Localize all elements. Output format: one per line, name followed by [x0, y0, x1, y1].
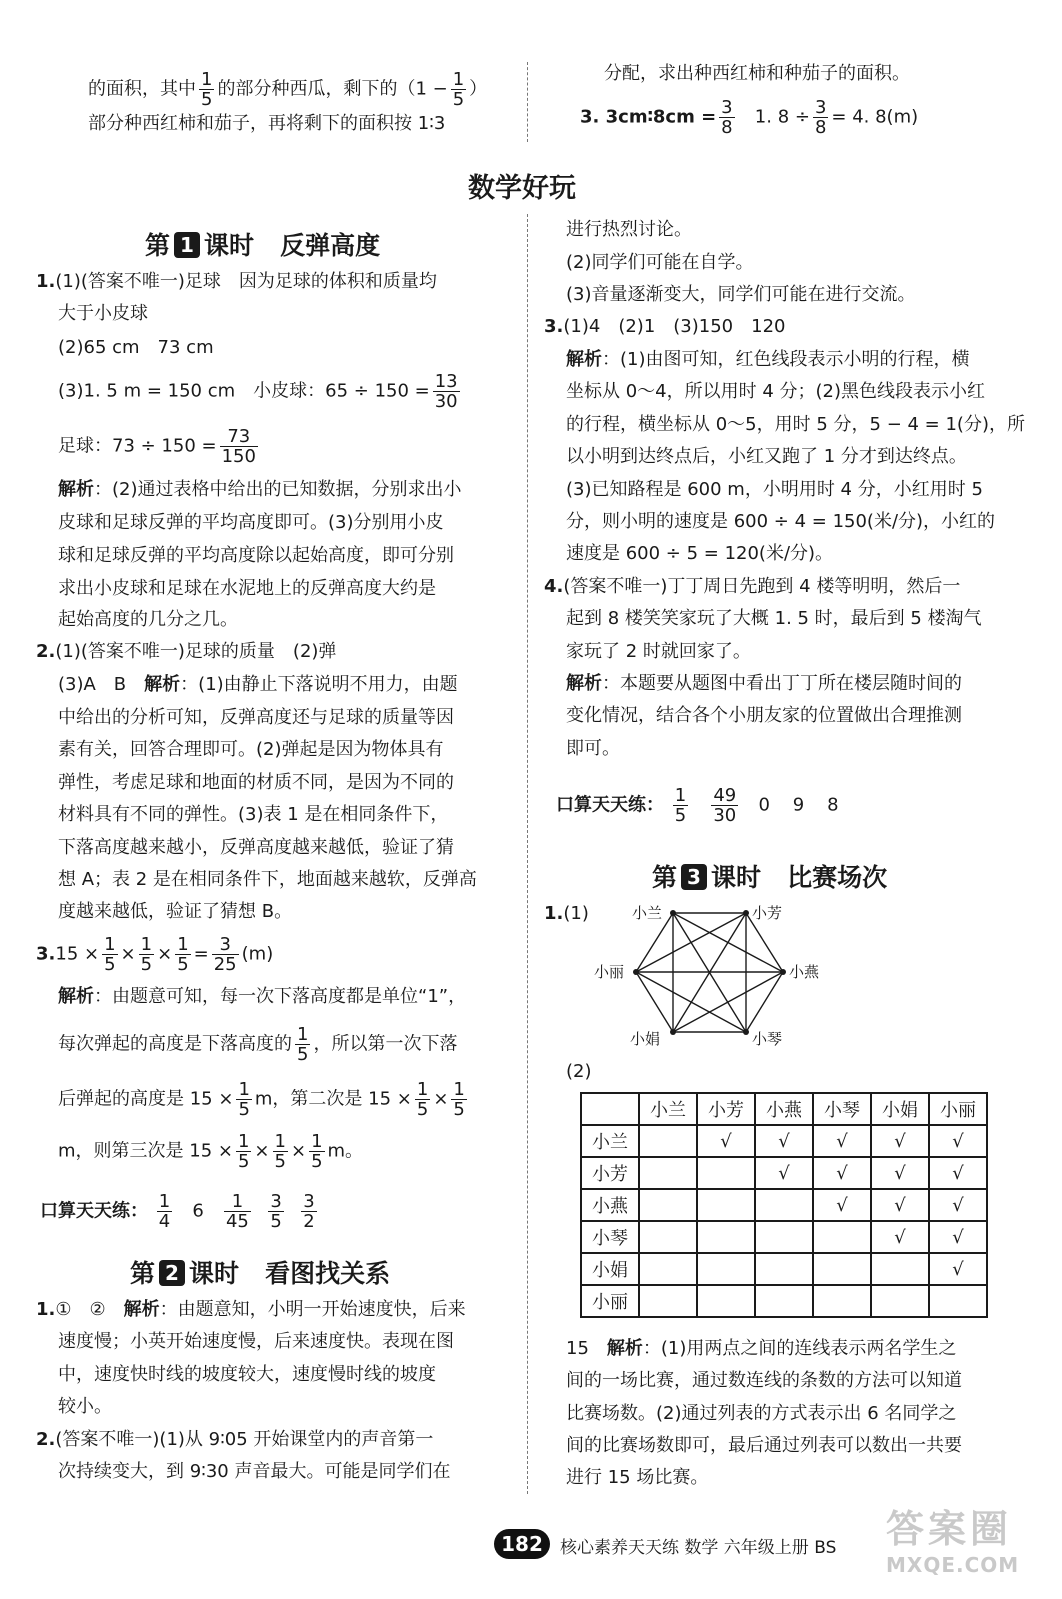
- l1-q2-f: 材料具有不同的弹性。(3)表 1 是在相同条件下，: [58, 804, 449, 825]
- table-corner: [581, 1093, 639, 1125]
- ks-item: $\frac{49}{30}$: [713, 785, 737, 826]
- table-cell: √: [871, 1125, 929, 1157]
- l3-jx-d: 间的比赛场数即可，最后通过列表可以数出一共要: [566, 1435, 962, 1456]
- table-cell: √: [813, 1125, 871, 1157]
- l1-q1-line3: (2)65 cm 73 cm: [58, 337, 214, 358]
- lesson-number-badge: 3: [681, 864, 707, 890]
- l2-q3-b: 解析：(1)由图可知，红色线段表示小明的行程，横: [566, 349, 970, 370]
- table-cell: [755, 1285, 813, 1317]
- l1-jx3-b: 每次弹起的高度是下落高度的 $\frac{1}{5}$ ，所以第一次下落: [58, 1024, 458, 1065]
- l2-q3-a: 3.(1)4 (2)1 (3)150 120: [544, 316, 786, 337]
- table-row: [581, 1253, 987, 1285]
- table-cell: [871, 1285, 929, 1317]
- table-row: [581, 1221, 987, 1253]
- fraction: $\frac{1}{5}$: [104, 934, 116, 975]
- node-label: 小芳: [752, 904, 783, 922]
- node-dot: [670, 1029, 676, 1035]
- l3-q2-label: (2): [566, 1061, 592, 1082]
- l3-jx-a: 15 解析：(1)用两点之间的连线表示两名学生之: [566, 1338, 957, 1359]
- watermark-url: MXQE.COM: [886, 1553, 1020, 1577]
- ks-item: $\frac{3}{5}$: [270, 1191, 282, 1232]
- table-cell: [871, 1253, 929, 1285]
- table-cell: √: [929, 1221, 987, 1253]
- ks-item: 8: [827, 794, 839, 816]
- l1-jx1-b: 皮球和足球反弹的平均高度即可。(3)分别用小皮: [58, 512, 444, 533]
- l2-q1-d: 较小。: [58, 1396, 112, 1417]
- l2-q4-c: 家玩了 2 时就回家了。: [566, 641, 751, 662]
- l1-jx1-d: 求出小皮球和足球在水泥地上的反弹高度大约是: [58, 578, 436, 599]
- edge: [746, 972, 783, 1032]
- table-row: [581, 1157, 987, 1189]
- table-cell: [639, 1253, 697, 1285]
- page-number: 182: [494, 1529, 550, 1559]
- section-title: 数学好玩: [468, 173, 576, 204]
- table-header: 小燕: [755, 1093, 813, 1125]
- table-cell: [697, 1221, 755, 1253]
- edge: [673, 972, 783, 1032]
- table-cell: [697, 1157, 755, 1189]
- node-dot: [633, 969, 639, 975]
- table-cell: √: [929, 1253, 987, 1285]
- l2-q1-b: 速度慢；小英开始速度慢，后来速度快。表现在图: [58, 1331, 454, 1352]
- table-cell: [697, 1189, 755, 1221]
- table-cell: √: [871, 1157, 929, 1189]
- l1-jx3-a: 解析：由题意可知，每一次下落高度都是单位“1”，: [58, 986, 467, 1007]
- watermark-text: 答案圈: [886, 1507, 1013, 1551]
- l1-q2-c: 中给出的分析可知，反弹高度还与足球的质量等因: [58, 707, 454, 728]
- table-cell: √: [755, 1125, 813, 1157]
- top-right-line-2: 3. 3cm∶8cm = $\frac{3}{8}$ 1. 8 ÷ $\frac{3}{8}$ = 4. 8(m): [580, 97, 919, 138]
- fraction: $\frac{1}{5}$: [201, 69, 213, 110]
- l1-q1-line1: 1.(1)(答案不唯一)足球 因为足球的体积和质量均: [36, 271, 437, 292]
- top-line-1: 的面积，其中 $\frac{1}{5}$ 的部分种西瓜，剩下的（1 − $\frac{1}{5}$ ）: [88, 69, 488, 110]
- row-header: 小丽: [581, 1285, 639, 1317]
- ks-item: 6: [192, 1200, 204, 1222]
- fraction: $\frac{1}{5}$: [453, 1079, 465, 1120]
- l1-q1-line5: 足球：73 ÷ 150 = $\frac{73}{150}$: [58, 426, 256, 467]
- l2-q2-e: (3)音量逐渐变大，同学们可能在进行交流。: [566, 284, 916, 305]
- l2-q3-f: (3)已知路程是 600 m，小明用时 4 分，小红用时 5: [566, 479, 983, 500]
- table-cell: [929, 1285, 987, 1317]
- l1-q2-d: 素有关，回答合理即可。(2)弹起是因为物体具有: [58, 739, 444, 760]
- ks-item: 0: [758, 794, 770, 816]
- l1-jx1-c: 球和足球反弹的平均高度除以起始高度，即可分别: [58, 545, 454, 566]
- table-header: 小娟: [871, 1093, 929, 1125]
- table-header: 小芳: [697, 1093, 755, 1125]
- fraction: $\frac{1}{5}$: [237, 1131, 250, 1172]
- l1-q2-a: 2.(1)(答案不唯一)足球的质量 (2)弹: [36, 641, 337, 662]
- table-cell: √: [697, 1125, 755, 1157]
- l2-q3-e: 以小明到达终点后，小红又跑了 1 分才到达终点。: [566, 446, 967, 467]
- table-cell: √: [929, 1125, 987, 1157]
- ks-item: $\frac{3}{2}$: [303, 1191, 315, 1232]
- table-header: 小兰: [639, 1093, 697, 1125]
- watermark-logo: [886, 1498, 1036, 1577]
- node-dot: [743, 1029, 749, 1035]
- table-cell: [755, 1221, 813, 1253]
- l1-q2-b: (3)A B 解析：(1)由静止下落说明不用力，由题: [58, 674, 458, 695]
- l2-q1-a: 1.① ② 解析：由题意知，小明一开始速度快，后来: [36, 1299, 466, 1320]
- l1-jx1-e: 起始高度的几分之几。: [58, 609, 238, 630]
- l3-jx-c: 比赛场数。(2)通过列表的方式表示出 6 名同学之: [566, 1403, 957, 1424]
- fraction: $\frac{3}{8}$: [814, 97, 827, 138]
- table-row: [581, 1285, 987, 1317]
- fraction: $\frac{1}{5}$: [274, 1131, 286, 1172]
- l1-q2-e: 弹性，考虑足球和地面的材质不同，是因为不同的: [58, 772, 454, 793]
- table-cell: [813, 1253, 871, 1285]
- table-row: [581, 1125, 987, 1157]
- top-right-line-1: 分配，求出种西红柿和种茄子的面积。: [604, 63, 910, 84]
- lesson-number-badge: 2: [159, 1260, 185, 1286]
- table-cell: [639, 1125, 697, 1157]
- l1-q3: 3.15 × $\frac{1}{5}$ × $\frac{1}{5}$ × $\frac{1}{5}$ = $\frac{3}{25}$ (m): [36, 934, 274, 975]
- row-header: 小娟: [581, 1253, 639, 1285]
- table-header: 小琴: [813, 1093, 871, 1125]
- fraction: $\frac{1}{5}$: [238, 1079, 250, 1120]
- column-divider-top: [527, 62, 528, 142]
- node-label: 小琴: [752, 1030, 783, 1048]
- fraction: $\frac{1}{5}$: [311, 1131, 323, 1172]
- node-dot: [743, 910, 749, 916]
- top-line-2: 部分种西红柿和茄子，再将剩下的面积按 1∶3: [88, 113, 446, 134]
- ks-item: 9: [792, 794, 805, 816]
- fraction: $\frac{1}{5}$: [177, 934, 189, 975]
- table-cell: [639, 1157, 697, 1189]
- fraction: $\frac{13}{30}$: [434, 371, 458, 412]
- table-header-row: [581, 1093, 987, 1125]
- table-row: [581, 1189, 987, 1221]
- fraction: $\frac{3}{25}$: [213, 934, 237, 975]
- table-cell: √: [755, 1157, 813, 1189]
- node-label: 小燕: [789, 963, 820, 981]
- table-cell: [639, 1221, 697, 1253]
- table-cell: [813, 1221, 871, 1253]
- edge: [636, 972, 746, 1032]
- node-dot: [780, 969, 786, 975]
- l3-jx-b: 间的一场比赛，通过数连线的条数的方法可以知道: [566, 1370, 962, 1391]
- table-cell: [755, 1189, 813, 1221]
- l2-q3-g: 分，则小明的速度是 600 ÷ 4 = 150(米/分)，小红的: [566, 511, 996, 532]
- ks-item: $\frac{1}{5}$: [674, 785, 687, 826]
- table-cell: √: [871, 1221, 929, 1253]
- l2-q2-a: 2.(答案不唯一)(1)从 9∶05 开始课堂内的声音第一: [36, 1429, 434, 1450]
- lesson2-title: 第 2 课时 看图找关系: [130, 1259, 391, 1288]
- table-cell: [639, 1189, 697, 1221]
- l2-q4-f: 即可。: [566, 738, 620, 759]
- table-cell: √: [871, 1189, 929, 1221]
- table-cell: [697, 1253, 755, 1285]
- table-cell: [697, 1285, 755, 1317]
- lesson3-title: 第 3 课时 比赛场次: [652, 863, 888, 892]
- column-divider: [527, 214, 528, 1494]
- match-diagram: [588, 898, 868, 1058]
- l2-q2-c: 进行热烈讨论。: [566, 219, 692, 240]
- table-cell: √: [929, 1189, 987, 1221]
- edge: [636, 972, 673, 1032]
- lesson1-title: 第 1 课时 反弹高度: [145, 231, 381, 260]
- l1-q1-line4: (3)1. 5 m = 150 cm 小皮球：65 ÷ 150 = $\frac{13}{30}$: [58, 371, 458, 412]
- node-dot: [670, 910, 676, 916]
- row-header: 小燕: [581, 1189, 639, 1221]
- table-cell: [639, 1285, 697, 1317]
- fraction: $\frac{1}{5}$: [452, 69, 465, 110]
- l1-q2-i: 度越来越低，验证了猜想 B。: [58, 901, 293, 922]
- table-cell: [813, 1285, 871, 1317]
- table-header: 小丽: [929, 1093, 987, 1125]
- l1-q2-h: 想 A；表 2 是在相同条件下，地面越来越软，反弹高: [58, 869, 477, 890]
- l2-q2-b: 次持续变大，到 9∶30 声音最大。可能是同学们在: [58, 1461, 451, 1482]
- row-header: 小琴: [581, 1221, 639, 1253]
- l2-q4-a: 4.(答案不唯一)丁丁周日先跑到 4 楼等明明，然后一: [544, 576, 961, 597]
- l3-q1: 1.(1): [544, 903, 589, 924]
- l2-q3-h: 速度是 600 ÷ 5 = 120(米/分)。: [566, 543, 834, 564]
- ks-item: $\frac{1}{4}$: [158, 1191, 171, 1232]
- l2-q2-d: (2)同学们可能在自学。: [566, 252, 754, 273]
- row-header: 小芳: [581, 1157, 639, 1189]
- l1-jx3-d: m，则第三次是 15 × $\frac{1}{5}$ × $\frac{1}{5}$ × $\frac{1}{5}$ m。: [58, 1131, 364, 1172]
- table-cell: √: [929, 1157, 987, 1189]
- node-label: 小丽: [594, 963, 625, 981]
- match-table: [580, 1092, 988, 1318]
- l2-q3-d: 的行程，横坐标从 0～5，用时 5 分，5 − 4 = 1(分)，所: [566, 414, 1025, 435]
- node-label: 小兰: [632, 904, 663, 922]
- l2-q3-c: 坐标从 0～4，所以用时 4 分；(2)黑色线段表示小红: [566, 381, 986, 402]
- l2-q1-c: 中，速度快时线的坡度较大，速度慢时线的坡度: [58, 1364, 436, 1385]
- l1-jx1-a: 解析：(2)通过表格中给出的已知数据，分别求出小: [58, 479, 462, 500]
- fraction: $\frac{1}{5}$: [140, 934, 153, 975]
- l2-q4-b: 起到 8 楼笑笑家玩了大概 1. 5 时，最后到 5 楼淘气: [566, 608, 982, 629]
- fraction: $\frac{3}{8}$: [721, 97, 733, 138]
- l1-q2-g: 下落高度越来越小，反弹高度越来越低，验证了猜: [58, 837, 454, 858]
- node-label: 小娟: [630, 1030, 661, 1048]
- table-cell: √: [813, 1157, 871, 1189]
- table-cell: √: [813, 1189, 871, 1221]
- fraction: $\frac{1}{5}$: [416, 1079, 429, 1120]
- fraction: $\frac{73}{150}$: [221, 426, 256, 467]
- lesson-number-badge: 1: [174, 232, 200, 258]
- l2-kousuan: 口算天天练： $\frac{1}{5}$ $\frac{49}{30}$ 0 9 8: [556, 785, 839, 826]
- l2-q4-d: 解析：本题要从题图中看出丁丁所在楼层随时间的: [566, 673, 962, 694]
- fraction: $\frac{1}{5}$: [297, 1024, 309, 1065]
- edges: [636, 913, 783, 1032]
- l1-jx3-c: 后弹起的高度是 15 × $\frac{1}{5}$ m，第二次是 15 × $\frac{1}{5}$ × $\frac{1}{5}$: [58, 1079, 465, 1120]
- l1-q1-line2: 大于小皮球: [58, 303, 148, 324]
- footer-title: 核心素养天天练 数学 六年级上册 BS: [560, 1538, 837, 1558]
- l3-jx-e: 进行 15 场比赛。: [566, 1467, 709, 1488]
- table-cell: [755, 1253, 813, 1285]
- ks-item: $\frac{1}{45}$: [225, 1191, 249, 1232]
- l1-kousuan: 口算天天练： $\frac{1}{4}$ 6 $\frac{1}{45}$ $\frac{3}{5}$ $\frac{3}{2}$: [40, 1191, 315, 1232]
- l2-q4-e: 变化情况，结合各个小朋友家的位置做出合理推测: [566, 705, 962, 726]
- row-header: 小兰: [581, 1125, 639, 1157]
